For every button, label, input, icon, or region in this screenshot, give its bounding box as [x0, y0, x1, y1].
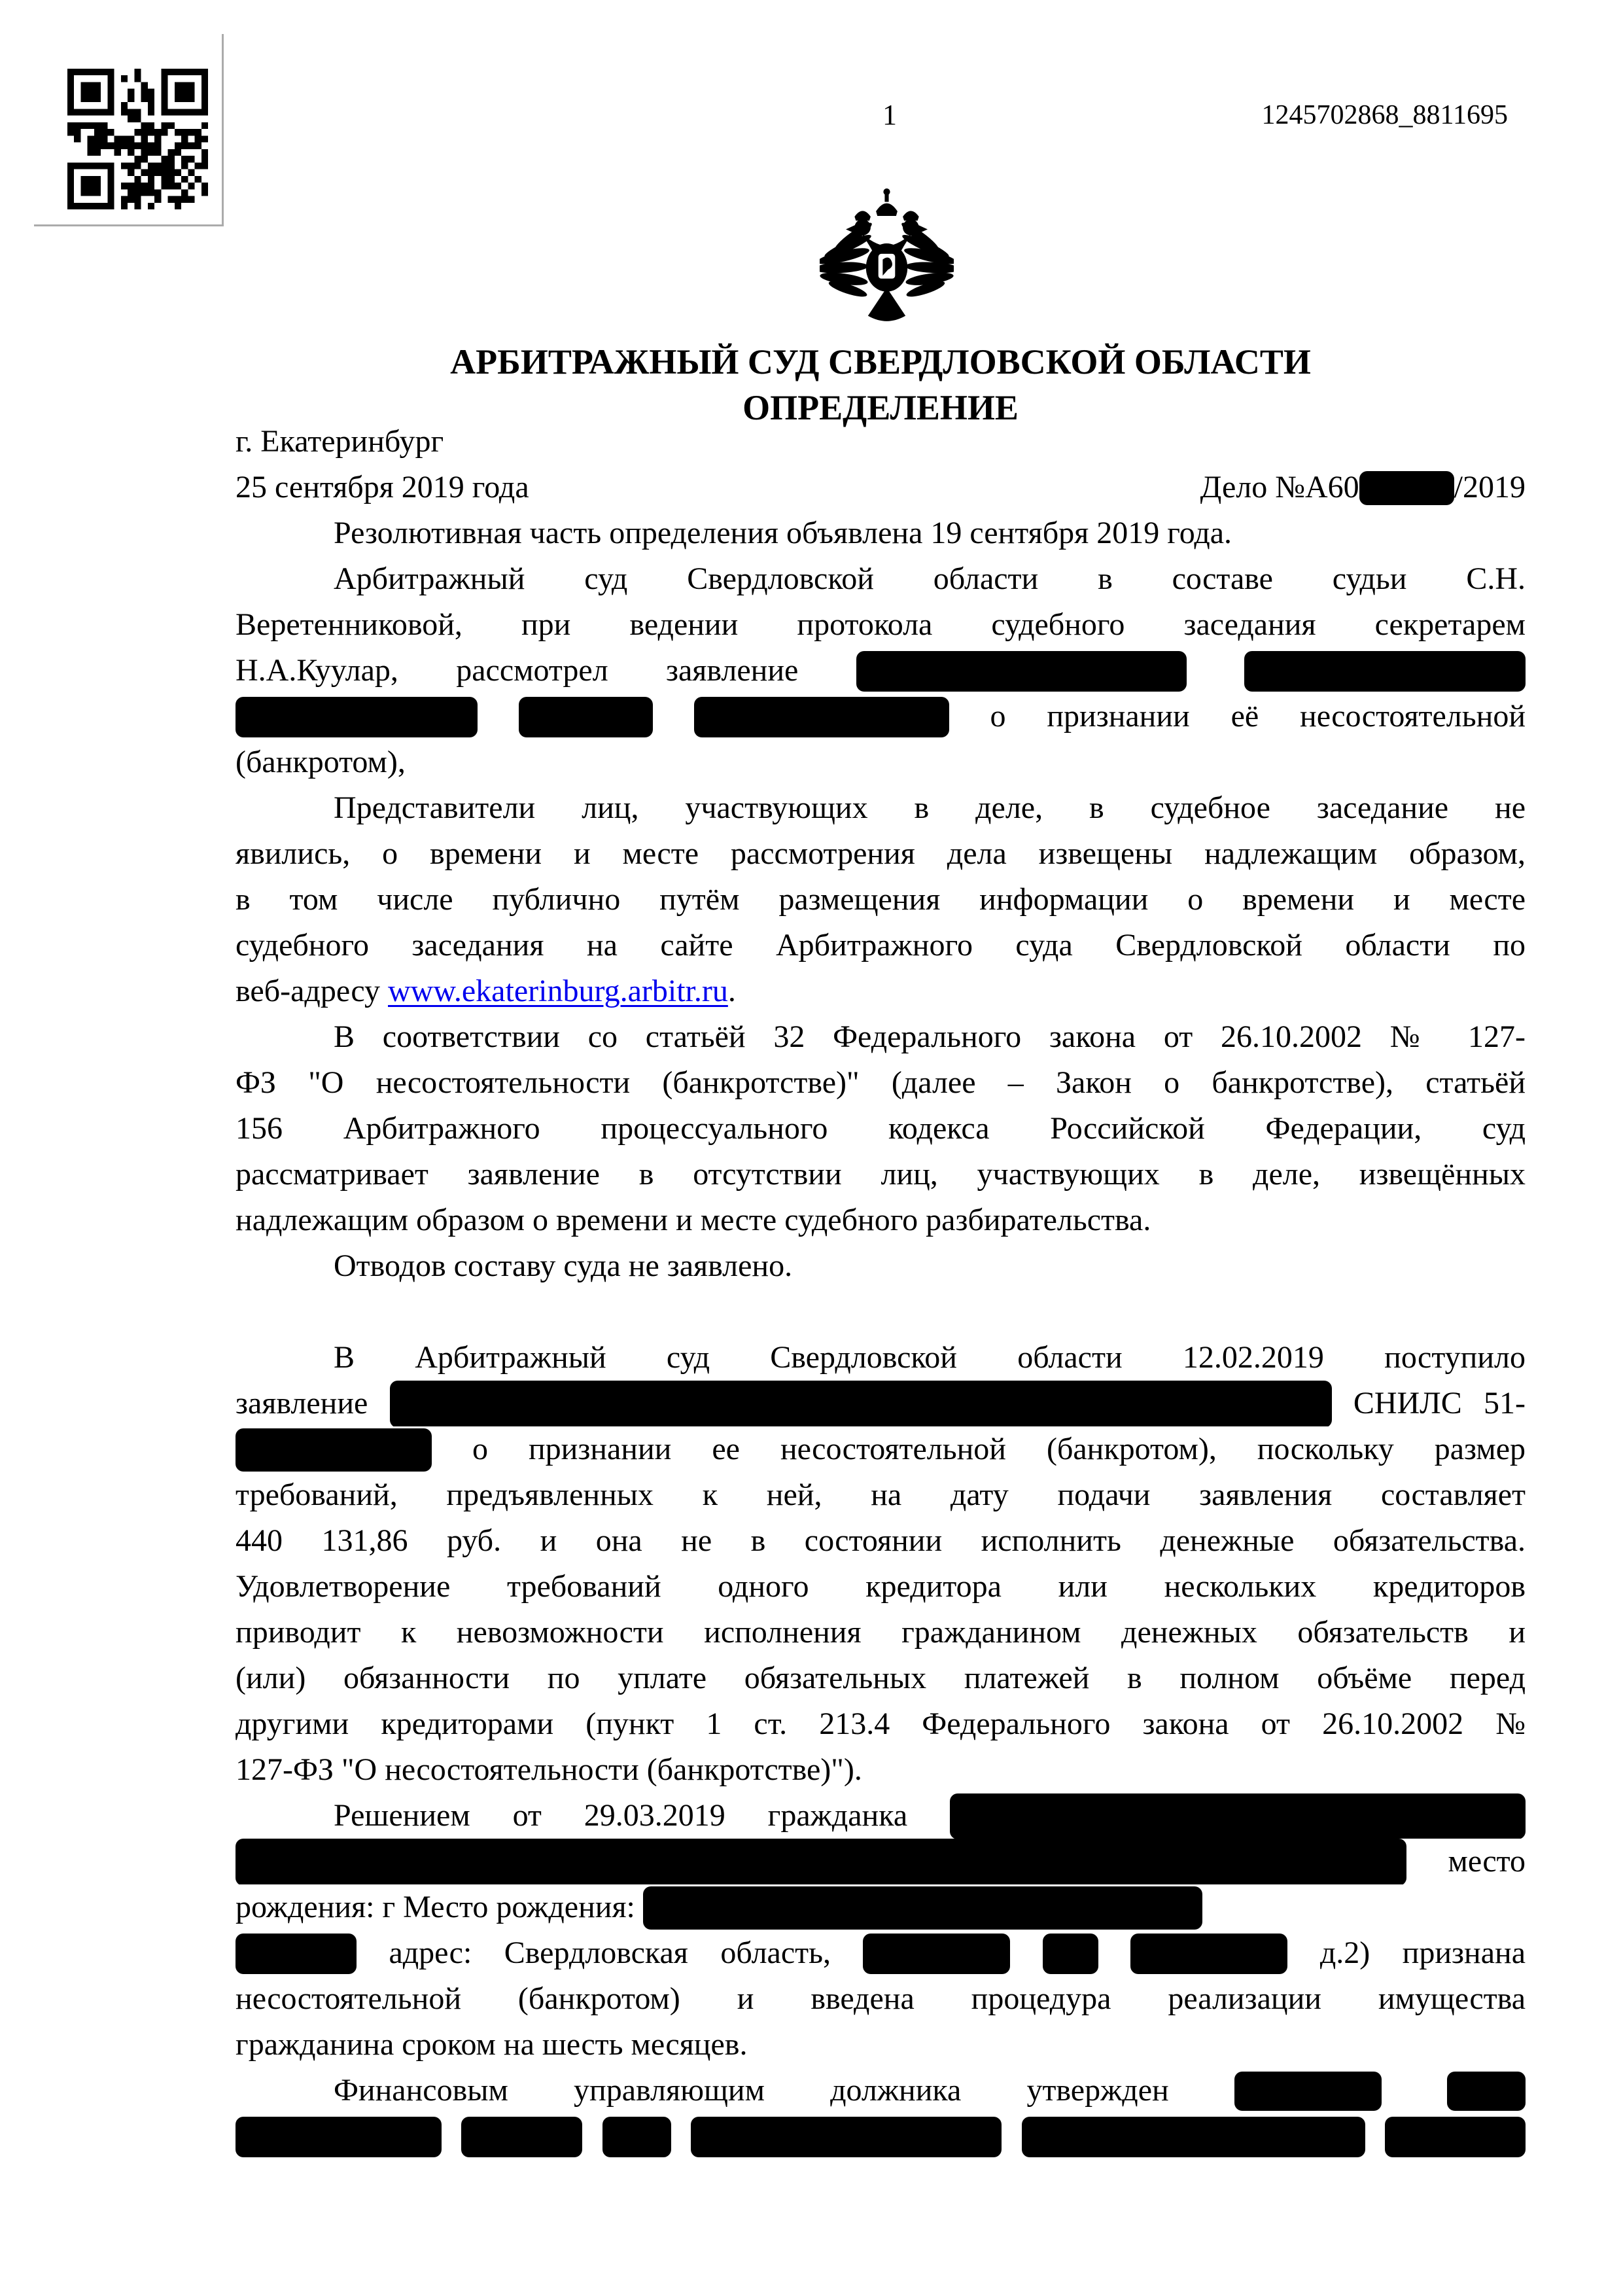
redaction-bar: [602, 2117, 671, 2157]
redaction-bar: [1022, 2117, 1365, 2157]
text-segment: ФЗ "О несостоятельности (банкротстве)" (далее – Закон о банкротстве), статьёй: [236, 1065, 1526, 1100]
text-segment: [478, 699, 519, 733]
redaction-bar: [1130, 1934, 1287, 1974]
document-line: [236, 1197, 1526, 1243]
redaction-bar: [1359, 471, 1454, 505]
text-segment: Резолютивная часть определения объявлена 19 сентября 2019 года.: [334, 516, 1232, 550]
text-segment: 156 Арбитражного процессуального кодекса Российской Федерации, суд: [236, 1111, 1526, 1146]
redaction-bar: [856, 651, 1187, 692]
redaction-bar: [1244, 651, 1526, 692]
text-segment: СНИЛС 51-: [1331, 1386, 1526, 1421]
text-segment: рассматривает заявление в отсутствии лиц, участвующих в деле, извещённых: [236, 1157, 1526, 1192]
text-segment: Арбитражный суд Свердловской области в составе судьи С.Н.: [334, 561, 1526, 596]
document-line: [236, 556, 1526, 602]
text-segment: о признании её несостоятельной: [949, 699, 1526, 733]
line-part: [1200, 465, 1526, 510]
redaction-bar: [236, 697, 478, 737]
redaction-bar: [1234, 2072, 1382, 2111]
document-line: [236, 2113, 1526, 2159]
text-segment: В соответствии со статьёй 32 Федерального закона от 26.10.2002 № 127-: [334, 1019, 1526, 1054]
text-segment: [1002, 2119, 1021, 2153]
court-website-link[interactable]: www.ekaterinburg.arbitr.ru: [388, 974, 728, 1008]
text-segment: о признании ее несостоятельной (банкротом), поскольку размер: [432, 1432, 1526, 1466]
document-line: [236, 1014, 1526, 1060]
document-line: [236, 831, 1526, 877]
document-line: [236, 1426, 1526, 1472]
text-segment: [653, 699, 694, 733]
document-line: [236, 1381, 1526, 1426]
document-line: [236, 923, 1526, 968]
redaction-bar: [390, 1381, 1332, 1426]
document-line: [236, 1335, 1526, 1381]
text-segment: В Арбитражный суд Свердловской области 12.02.2019 поступило: [334, 1340, 1526, 1375]
document-id: 1245702868_8811695: [1261, 100, 1508, 130]
text-segment: г. Екатеринбург: [236, 424, 444, 459]
document-line: [236, 2022, 1526, 2068]
document-line: [236, 510, 1526, 556]
document-line: [236, 1472, 1526, 1518]
document-line: [236, 648, 1526, 694]
text-segment: адрес: Свердловская область,: [357, 1935, 864, 1970]
redaction-bar: [236, 1428, 432, 1472]
text-segment: гражданина сроком на шесть месяцев.: [236, 2027, 748, 2062]
document-line: [236, 1243, 1526, 1289]
text-segment: Веретенниковой, при ведении протокола судебного заседания секретарем: [236, 607, 1526, 642]
court-name: АРБИТРАЖНЫЙ СУД СВЕРДЛОВСКОЙ ОБЛАСТИ: [450, 342, 1311, 381]
text-segment: Финансовым управляющим должника утвержден: [334, 2073, 1234, 2108]
text-segment: место: [1406, 1844, 1526, 1879]
text-segment: д.2) признана: [1287, 1935, 1526, 1970]
document-line: [236, 877, 1526, 923]
text-segment: рождения: г Место рождения:: [236, 1890, 643, 1924]
redaction-bar: [863, 1934, 1010, 1974]
document-line: [236, 1564, 1526, 1610]
text-segment: другими кредиторами (пункт 1 ст. 213.4 Федерального закона от 26.10.2002 №: [236, 1706, 1526, 1741]
text-segment: 25 сентября 2019 года: [236, 470, 529, 504]
document-line: [236, 1976, 1526, 2022]
document-line: [236, 1106, 1526, 1152]
redaction-bar: [519, 697, 653, 737]
text-segment: Представители лиц, участвующих в деле, в судебное заседание не: [334, 790, 1526, 825]
text-segment: [442, 2119, 461, 2153]
document-line: [236, 739, 1526, 785]
text-segment: Дело №А60: [1200, 470, 1359, 504]
document-line: [236, 1930, 1526, 1976]
text-segment: веб-адресу: [236, 974, 388, 1008]
document-line: [236, 1060, 1526, 1106]
text-segment: [1010, 1935, 1042, 1970]
text-segment: (банкротом),: [236, 745, 406, 779]
document-line: [236, 694, 1526, 739]
text-segment: Удовлетворение требований одного кредитора или нескольких кредиторов: [236, 1569, 1526, 1604]
text-segment: явились, о времени и месте рассмотрения дела извещены надлежащим образом,: [236, 836, 1526, 871]
text-segment: надлежащим образом о времени и месте судебного разбирательства.: [236, 1203, 1151, 1237]
text-segment: Отводов составу суда не заявлено.: [334, 1248, 793, 1283]
redaction-bar: [691, 2117, 1002, 2157]
redaction-bar: [694, 697, 949, 737]
redaction-bar: [461, 2117, 582, 2157]
redaction-bar: [643, 1886, 1202, 1930]
text-segment: .: [727, 974, 736, 1008]
document-line: [236, 1518, 1526, 1564]
document-line: [236, 2068, 1526, 2113]
text-segment: заявление: [236, 1386, 390, 1421]
document-line: [236, 1793, 1526, 1839]
text-segment: требований, предъявленных к ней, на дату подачи заявления составляет: [236, 1477, 1526, 1512]
text-segment: [1187, 653, 1244, 688]
redaction-bar: [1447, 2072, 1526, 2111]
text-segment: в том числе публично путём размещения информации о времени и месте: [236, 882, 1526, 917]
document-line: [236, 1884, 1526, 1930]
text-segment: Решением от 29.03.2019 гражданка: [334, 1798, 950, 1833]
redaction-bar: [1385, 2117, 1526, 2157]
document-line: [236, 1701, 1526, 1747]
text-segment: [1382, 2073, 1447, 2108]
text-segment: (или) обязанности по уплате обязательных платежей в полном объёме перед: [236, 1661, 1526, 1695]
document-line: [236, 1655, 1526, 1701]
document-line: [236, 1610, 1526, 1655]
redaction-bar: [1043, 1934, 1098, 1974]
text-segment: 127-ФЗ "О несостоятельности (банкротстве)").: [236, 1752, 862, 1787]
document-line: [236, 1747, 1526, 1793]
text-segment: Н.А.Куулар, рассмотрел заявление: [236, 653, 856, 688]
text-segment: приводит к невозможности исполнения гражданином денежных обязательств и: [236, 1615, 1526, 1650]
text-segment: 440 131,86 руб. и она не в состоянии исполнить денежные обязательства.: [236, 1523, 1526, 1558]
document-line: [236, 1152, 1526, 1197]
document-type: ОПРЕДЕЛЕНИЕ: [742, 388, 1019, 427]
document-line: [236, 602, 1526, 648]
text-segment: [671, 2119, 691, 2153]
line-part: [236, 465, 529, 510]
text-segment: /2019: [1454, 470, 1526, 504]
redaction-bar: [236, 1934, 357, 1974]
document-line: [236, 785, 1526, 831]
page-number: 1: [882, 99, 897, 131]
document-line: [236, 968, 1526, 1014]
document-line: [236, 465, 1526, 510]
text-segment: [582, 2119, 602, 2153]
document-line: [236, 1839, 1526, 1884]
document-line: [236, 419, 1526, 465]
redaction-bar: [236, 1839, 1406, 1884]
text-segment: [1098, 1935, 1130, 1970]
text-segment: [1365, 2119, 1385, 2153]
text-segment: судебного заседания на сайте Арбитражного суда Свердловской области по: [236, 928, 1526, 963]
document-line: [236, 1289, 1526, 1335]
redaction-bar: [236, 2117, 442, 2157]
text-segment: несостоятельной (банкротом) и введена процедура реализации имущества: [236, 1981, 1526, 2016]
redaction-bar: [950, 1793, 1526, 1839]
